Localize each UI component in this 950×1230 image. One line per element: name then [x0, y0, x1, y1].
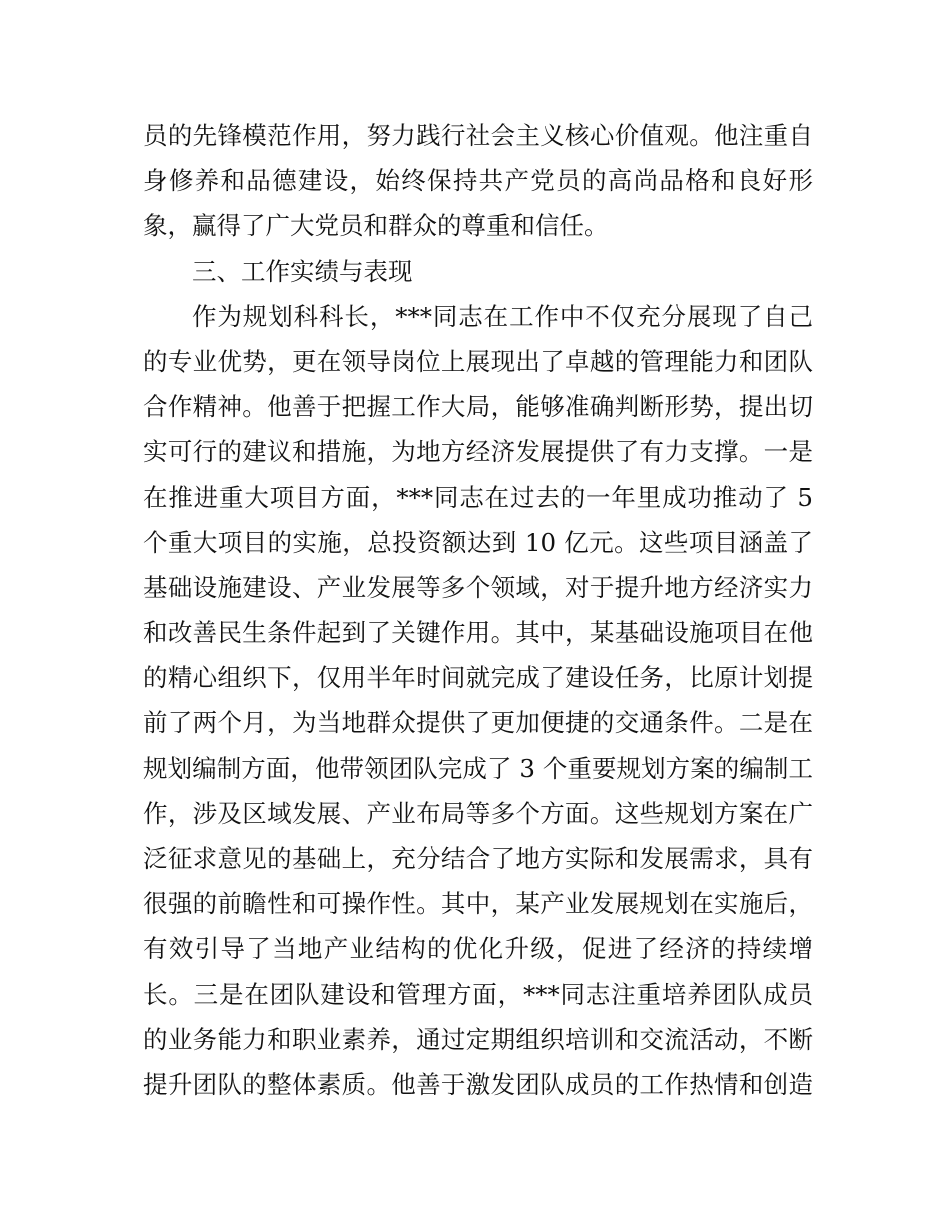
text-line: 身修养和品德建设，始终保持共产党员的高尚品格和良好形	[143, 166, 813, 196]
text-line: 提升团队的整体素质。他善于激发团队成员的工作热情和创造	[143, 1069, 813, 1099]
text-line: 员的先锋模范作用，努力践行社会主义核心价值观。他注重自	[143, 121, 813, 150]
text-line: 有效引导了当地产业结构的优化升级，促进了经济的持续增	[143, 934, 813, 964]
text-line: 前了两个月，为当地群众提供了更加便捷的交通条件。二是在	[143, 708, 813, 738]
text-line: 很强的前瞻性和可操作性。其中，某产业发展规划在实施后，	[143, 889, 813, 919]
text-line: 基础设施建设、产业发展等多个领域，对于提升地方经济实力	[143, 572, 813, 602]
text-line: 作，涉及区域发展、产业布局等多个方面。这些规划方案在广	[143, 798, 813, 828]
section-heading: 三、工作实绩与表现	[192, 256, 413, 286]
text-line: 象，赢得了广大党员和群众的尊重和信任。	[143, 211, 609, 241]
text-line: 作为规划科科长，***同志在工作中不仅充分展现了自己	[192, 301, 813, 331]
text-line: 合作精神。他善于把握工作大局，能够准确判断形势，提出切	[143, 392, 813, 422]
paragraph-main	[143, 294, 813, 1107]
text-line: 在推进重大项目方面，***同志在过去的一年里成功推动了 5	[143, 482, 813, 512]
text-line: 规划编制方面，他带领团队完成了 3 个重要规划方案的编制工	[143, 753, 813, 783]
text-line: 和改善民生条件起到了关键作用。其中，某基础设施项目在他	[143, 618, 813, 648]
text-line: 的专业优势，更在领导岗位上展现出了卓越的管理能力和团队	[143, 346, 813, 376]
text-line: 的业务能力和职业素养，通过定期组织培训和交流活动，不断	[143, 1024, 813, 1054]
paragraph-intro	[143, 113, 813, 249]
document-body	[143, 113, 813, 1107]
text-line: 的精心组织下，仅用半年时间就完成了建设任务，比原计划提	[143, 663, 813, 693]
text-line: 实可行的建议和措施，为地方经济发展提供了有力支撑。一是	[143, 437, 813, 467]
text-line: 泛征求意见的基础上，充分结合了地方实际和发展需求，具有	[143, 844, 813, 873]
text-line: 长。三是在团队建设和管理方面，***同志注重培养团队成员	[143, 979, 813, 1009]
text-line: 个重大项目的实施，总投资额达到 10 亿元。这些项目涵盖了	[143, 527, 813, 557]
